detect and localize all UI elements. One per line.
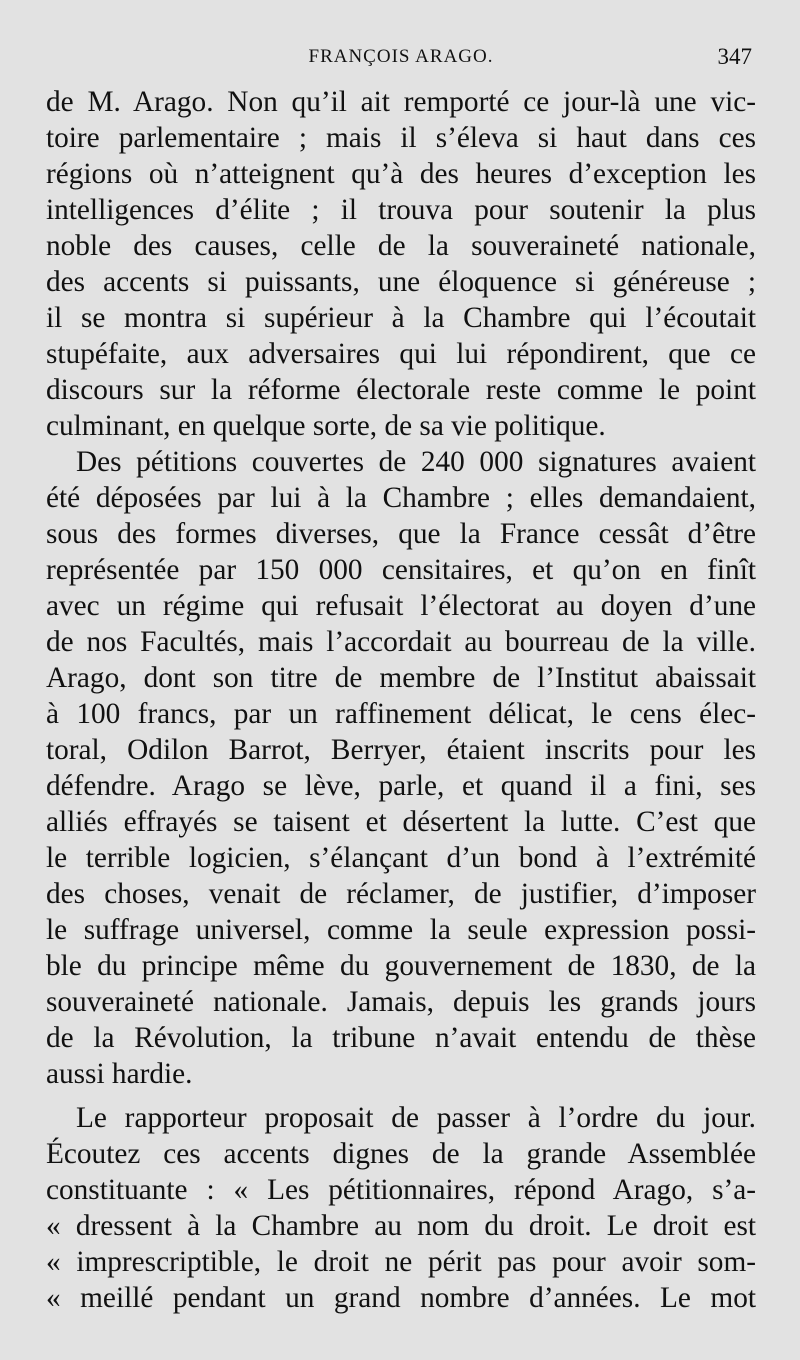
text-line: le suffrage universel, comme la seule expression possi- xyxy=(46,914,756,946)
paragraph xyxy=(46,1100,756,1316)
text-line: culminant, en quelque sorte, de sa vie politique. xyxy=(46,410,606,442)
text-line: Des pétitions couvertes de 240 000 signatures avaient xyxy=(76,446,756,478)
text-line: « meillé pendant un grand nombre d’années. Le mot xyxy=(46,1282,756,1314)
text-line: des choses, venait de réclamer, de justifier, d’imposer xyxy=(46,878,756,910)
text-line: avec un régime qui refusait l’électorat au doyen d’une xyxy=(46,590,756,622)
paragraph-gap xyxy=(46,1092,756,1100)
text-line: constituante : « Les pétitionnaires, répond Arago, s’a- xyxy=(46,1174,756,1206)
text-line: noble des causes, celle de la souveraineté nationale, xyxy=(46,230,756,262)
text-line: stupéfaite, aux adversaires qui lui répondirent, que ce xyxy=(46,338,756,370)
body-text xyxy=(46,84,756,1316)
text-line: défendre. Arago se lève, parle, et quand il a fini, ses xyxy=(46,770,756,802)
text-line: représentée par 150 000 censitaires, et qu’on en finît xyxy=(46,554,756,586)
text-line: de nos Facultés, mais l’accordait au bourreau de la ville. xyxy=(46,626,756,658)
paragraph xyxy=(46,444,756,1092)
text-line: été déposées par lui à la Chambre ; elles demandaient, xyxy=(46,482,756,514)
text-line: « dressent à la Chambre au nom du droit. Le droit est xyxy=(46,1210,756,1242)
text-line: il se montra si supérieur à la Chambre qui l’écoutait xyxy=(46,302,756,334)
page-number: 347 xyxy=(717,44,752,69)
text-line: Le rapporteur proposait de passer à l’ordre du jour. xyxy=(76,1102,756,1134)
text-line: intelligences d’élite ; il trouva pour soutenir la plus xyxy=(46,194,756,226)
text-line: « imprescriptible, le droit ne périt pas pour avoir som- xyxy=(46,1246,756,1278)
page-header xyxy=(46,40,756,76)
text-line: discours sur la réforme électorale reste comme le point xyxy=(46,374,756,406)
text-line: souveraineté nationale. Jamais, depuis les grands jours xyxy=(46,986,756,1018)
text-line: des accents si puissants, une éloquence si généreuse ; xyxy=(46,266,756,298)
paragraph xyxy=(46,84,756,444)
text-line: Écoutez ces accents dignes de la grande Assemblée xyxy=(46,1138,756,1170)
text-line: régions où n’atteignent qu’à des heures d’exception les xyxy=(46,158,756,190)
text-line: aussi hardie. xyxy=(46,1058,193,1090)
text-line: de la Révolution, la tribune n’avait entendu de thèse xyxy=(46,1022,756,1054)
text-line: alliés effrayés se taisent et désertent la lutte. C’est que xyxy=(46,806,756,838)
text-line: sous des formes diverses, que la France cessât d’être xyxy=(46,518,756,550)
text-line: toire parlementaire ; mais il s’éleva si haut dans ces xyxy=(46,122,756,154)
text-line: toral, Odilon Barrot, Berryer, étaient inscrits pour les xyxy=(46,734,756,766)
text-line: Arago, dont son titre de membre de l’Institut abaissait xyxy=(46,662,756,694)
text-line: le terrible logicien, s’élançant d’un bond à l’extrémité xyxy=(46,842,756,874)
running-head: FRANÇOIS ARAGO. xyxy=(308,46,494,67)
text-line: ble du principe même du gouvernement de 1830, de la xyxy=(46,950,756,982)
text-line: de M. Arago. Non qu’il ait remporté ce jour-là une vic- xyxy=(46,86,756,118)
text-line: à 100 francs, par un raffinement délicat, le cens élec- xyxy=(46,698,756,730)
